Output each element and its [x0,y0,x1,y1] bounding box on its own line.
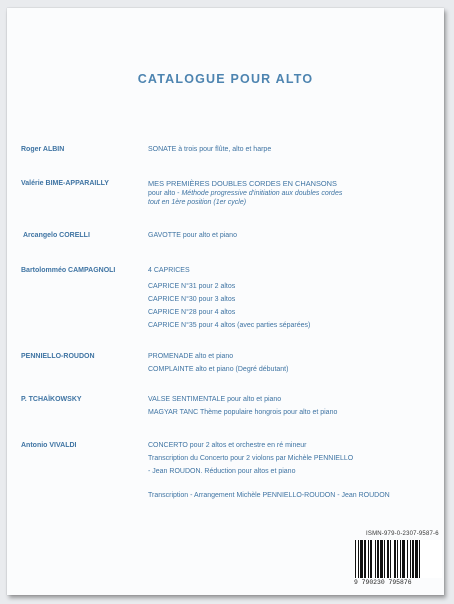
work-valse-sentimentale: VALSE SENTIMENTALE pour alto et piano [148,396,282,403]
barcode-bar [358,540,359,578]
work-bime-pour-alto: pour alto - [148,190,182,197]
barcode-bar [384,540,385,578]
work-bime-position: tout en 1ère position (1er cycle) [148,199,247,206]
barcode-bar [370,540,372,578]
work-vivaldi-transcription: Transcription du Concerto pour 2 violons par Michèle PENNIELLO [148,455,354,462]
composer-penniello-roudon: PENNIELLO-ROUDON [21,353,95,360]
work-campagnoli-caprice-31: CAPRICE N°31 pour 2 altos [148,283,236,290]
barcode-bar [390,540,391,578]
barcode-bar [402,540,405,578]
work-campagnoli-4-caprices: 4 CAPRICES [148,267,190,274]
page-title: CATALOGUE POUR ALTO [137,72,314,86]
barcode-bar [412,540,414,578]
barcode-bar [400,540,401,578]
work-campagnoli-caprice-28: CAPRICE N°28 pour 4 altos [148,309,236,316]
barcode-bar [355,540,356,578]
barcode-bar [360,540,363,578]
work-vivaldi-arrangement: Transcription - Arrangement Michèle PENNIELLO-ROUDON - Jean ROUDON [148,492,390,499]
composer-tchaikowsky: P. TCHAÏKOWSKY [21,396,82,403]
barcode-bar [368,540,369,578]
work-vivaldi-concerto: CONCERTO pour 2 altos et orchestre en ré mineur [148,442,307,449]
work-vivaldi-reduction: - Jean ROUDON. Réduction pour altos et piano [148,468,296,475]
barcode-bar [394,540,396,578]
barcode-bar [377,540,379,578]
composer-corelli: Arcangelo CORELLI [23,232,90,239]
work-complainte: COMPLAINTE alto et piano (Degré débutant) [148,366,289,373]
work-albin-sonate: SONATE à trois pour flûte, alto et harpe [148,146,272,153]
ismn-code: ISMN-979-0-2307-9587-6 [366,531,439,537]
barcode-bar [419,540,420,578]
barcode-bars [354,540,442,578]
barcode-bar [415,540,418,578]
composer-bime-apparailly: Valérie BIME-APPARAILLY [21,180,109,187]
work-bime-method: Méthode progressive d'initiation aux doubles cordes [181,190,343,197]
work-magyar-tanc: MAGYAR TANC Thème populaire hongrois pour alto et piano [148,409,338,416]
barcode-bar [375,540,376,578]
work-corelli-gavotte: GAVOTTE pour alto et piano [148,232,237,239]
work-promenade: PROMENADE alto et piano [148,353,234,360]
work-campagnoli-caprice-30: CAPRICE N°30 pour 3 altos [148,296,236,303]
barcode-bar [407,540,408,578]
barcode-bar [410,540,411,578]
barcode-bar [380,540,383,578]
composer-vivaldi: Antonio VIVALDI [21,442,77,449]
barcode-bar [387,540,389,578]
barcode-bar [364,540,366,578]
composer-campagnoli: Bartolomméo CAMPAGNOLI [21,267,116,274]
work-bime-description [148,190,342,197]
catalogue-page [7,8,444,595]
work-campagnoli-caprice-35: CAPRICE N°35 pour 4 altos (avec parties séparées) [148,322,311,329]
work-bime-title: MES PREMIÈRES DOUBLES CORDES EN CHANSONS [148,179,337,188]
barcode-number: 9 790230 795876 [354,579,412,586]
barcode-bar [397,540,398,578]
barcode [354,540,442,578]
composer-albin: Roger ALBIN [21,146,65,153]
